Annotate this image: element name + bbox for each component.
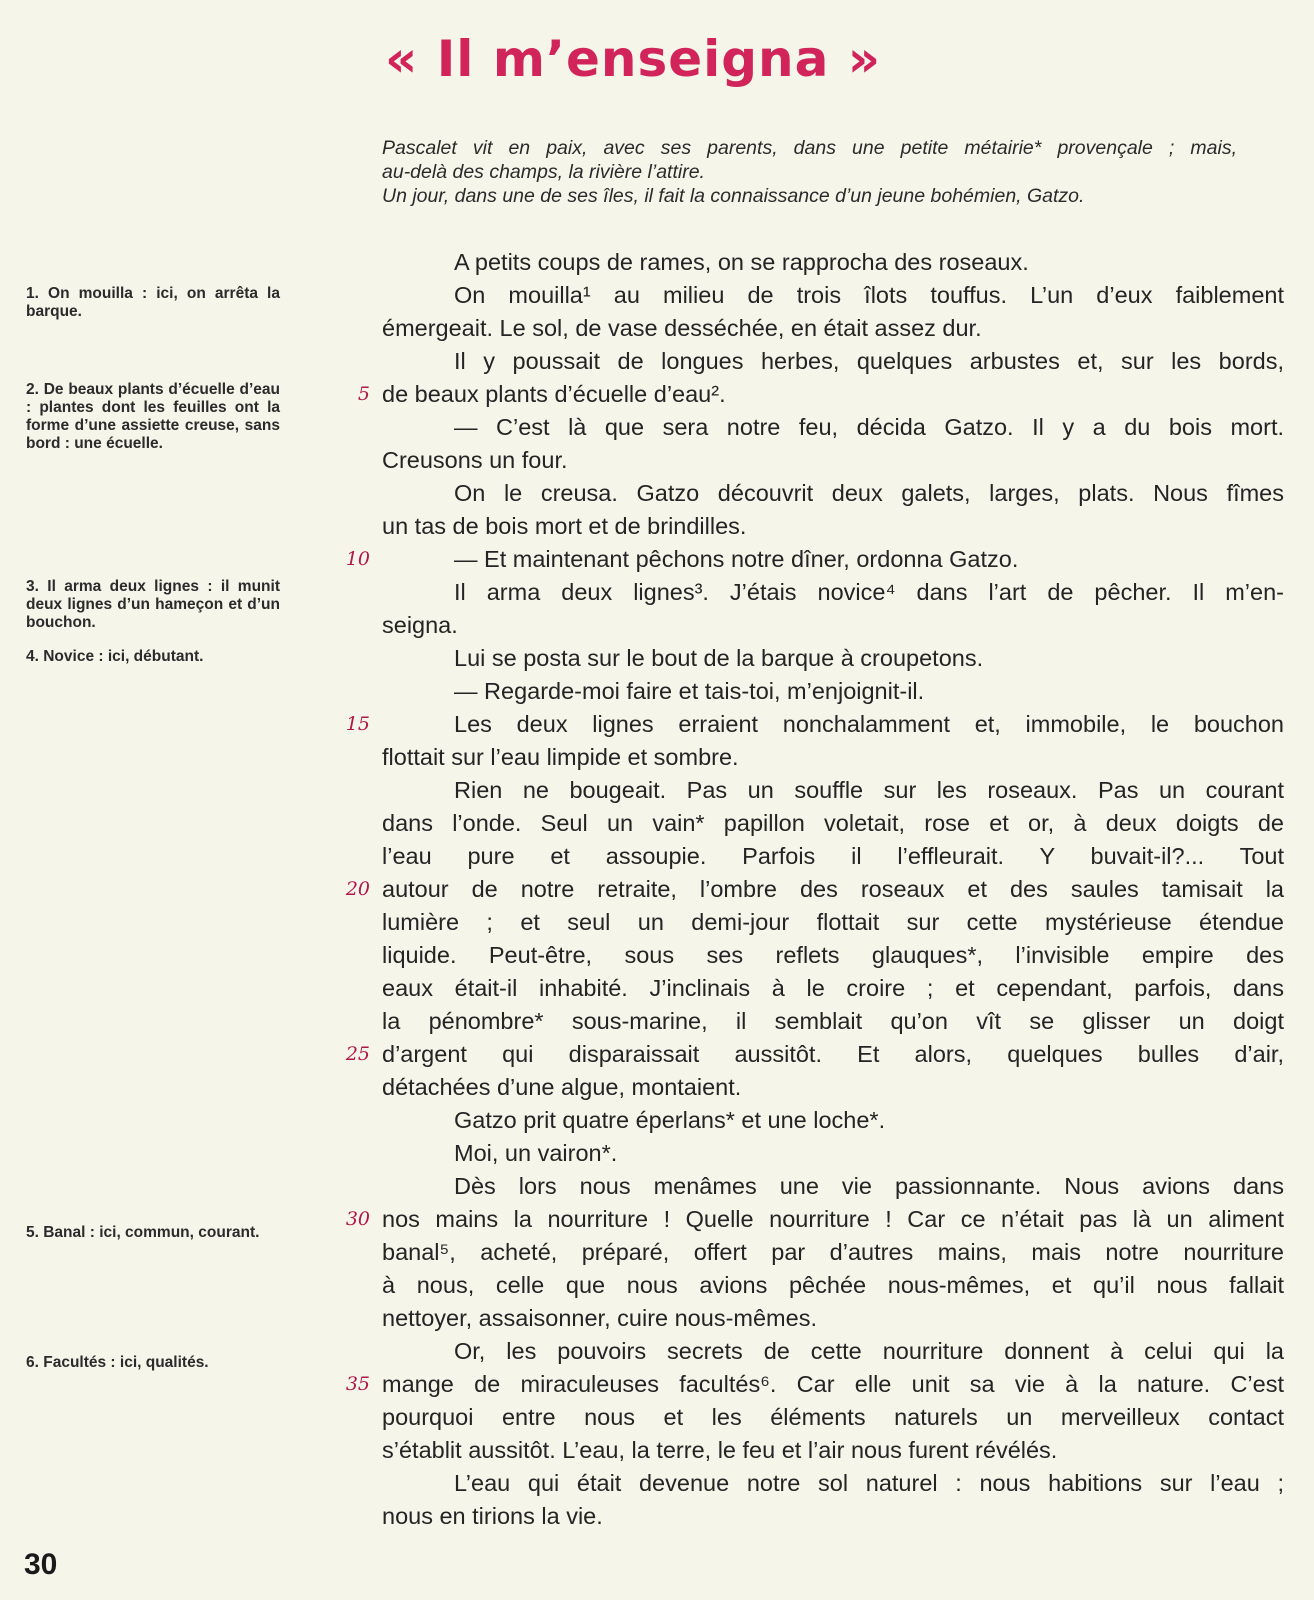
- line-number: 20: [345, 878, 370, 900]
- text-line: 25 d’argent qui disparaissait aussitôt. Et alors, quelques bulles d’air,: [382, 1038, 1284, 1071]
- text-line: Rien ne bougeait. Pas un souffle sur les roseaux. Pas un courant: [454, 777, 1284, 803]
- text-line: Il arma deux lignes³. J’étais novice⁴ dans l’art de pêcher. Il m’en-: [454, 579, 1284, 605]
- text-line: émergeait. Le sol, de vase desséchée, en était assez dur.: [382, 315, 982, 341]
- footnote-6: 6. Facultés : ici, qualités.: [26, 1354, 209, 1371]
- line-number: 5: [357, 383, 370, 405]
- text-line: — C’est là que sera notre feu, décida Gatzo. Il y a du bois mort.: [454, 414, 1284, 440]
- text-line: banal⁵, acheté, préparé, offert par d’autres mains, mais notre nourriture: [382, 1239, 1284, 1265]
- line-number: 35: [345, 1373, 370, 1395]
- text-line: 10 — Et maintenant pêchons notre dîner, ordonna Gatzo.: [382, 543, 1284, 576]
- chapter-title: « Il m’enseigna »: [385, 30, 882, 88]
- text-line: 35 mange de miraculeuses facultés⁶. Car elle unit sa vie à la nature. C’est: [382, 1368, 1284, 1401]
- footnote-4: 4. Novice : ici, débutant.: [26, 648, 204, 665]
- text-line: — Regarde-moi faire et tais-toi, m’enjoignit-il.: [454, 678, 925, 704]
- intro-line: Pascalet vit en paix, avec ses parents, dans une petite métairie* provençale ; mais,: [382, 137, 1237, 159]
- text-line: 30 nos mains la nourriture ! Quelle nourriture ! Car ce n’était pas là un aliment: [382, 1203, 1284, 1236]
- text-line: On le creusa. Gatzo découvrit deux galets, larges, plats. Nous fîmes: [454, 480, 1284, 506]
- text-line: nous en tirions la vie.: [382, 1503, 603, 1529]
- line-number: 30: [345, 1208, 370, 1230]
- line-number: 10: [345, 548, 370, 570]
- line-number: 25: [345, 1043, 370, 1065]
- text-line: 15 Les deux lignes erraient nonchalamment et, immobile, le bouchon: [382, 708, 1284, 741]
- text-line: Moi, un vairon*.: [454, 1140, 618, 1166]
- text-line: eaux était-il inhabité. J’inclinais à le croire ; et cependant, parfois, dans: [382, 975, 1284, 1001]
- text-line: s’établit aussitôt. L’eau, la terre, le feu et l’air nous furent révélés.: [382, 1437, 1058, 1463]
- text-line: 20 autour de notre retraite, l’ombre des roseaux et des saules tamisait la: [382, 873, 1284, 906]
- text-line: lumière ; et seul un demi-jour flottait sur cette mystérieuse étendue: [382, 909, 1284, 935]
- text-line: Dès lors nous menâmes une vie passionnante. Nous avions dans: [454, 1173, 1284, 1199]
- line-number: 15: [345, 713, 370, 735]
- text-line: Lui se posta sur le bout de la barque à croupetons.: [454, 645, 984, 671]
- main-text: [345, 246, 1284, 1533]
- text-line: l’eau pure et assoupie. Parfois il l’effleurait. Y buvait-il?... Tout: [382, 843, 1284, 869]
- text-line: dans l’onde. Seul un vain* papillon voletait, rose et or, à deux doigts de: [382, 810, 1284, 836]
- text-line: Or, les pouvoirs secrets de cette nourriture donnent à celui qui la: [454, 1338, 1284, 1364]
- text-line: un tas de bois mort et de brindilles.: [382, 513, 747, 539]
- text-line: détachées d’une algue, montaient.: [382, 1074, 742, 1100]
- intro-line: Un jour, dans une de ses îles, il fait la connaissance d’un jeune bohémien, Gatzo.: [382, 185, 1085, 207]
- text-line: à nous, celle que nous avions pêchée nous-mêmes, et qu’il nous fallait: [382, 1272, 1284, 1298]
- footnote-3: 3. Il arma deux lignes : il munit deux lignes d’un hameçon et d’un bouchon.: [26, 578, 280, 631]
- page-number: 30: [24, 1548, 58, 1581]
- text-line: 5 de beaux plants d’écuelle d’eau².: [382, 378, 1284, 411]
- text-line: Creusons un four.: [382, 447, 568, 473]
- intro-summary: [382, 136, 1237, 208]
- text-line: A petits coups de rames, on se rapprocha des roseaux.: [454, 249, 1029, 275]
- text-line: nettoyer, assaisonner, cuire nous-mêmes.: [382, 1305, 817, 1331]
- text-line: Gatzo prit quatre éperlans* et une loche*.: [454, 1107, 886, 1133]
- text-line: flottait sur l’eau limpide et sombre.: [382, 744, 739, 770]
- text-line: On mouilla¹ au milieu de trois îlots touffus. L’un d’eux faiblement: [454, 282, 1284, 308]
- text-line: seigna.: [382, 612, 458, 638]
- footnote-1: 1. On mouilla : ici, on arrêta la barque.: [26, 285, 280, 320]
- text-line: liquide. Peut-être, sous ses reflets glauques*, l’invisible empire des: [382, 942, 1284, 968]
- footnote-2: 2. De beaux plants d’écuelle d’eau : plantes dont les feuilles ont la forme d’une assiette creuse, sans bord : une écuelle.: [26, 381, 280, 452]
- intro-line: au-delà des champs, la rivière l’attire.: [382, 161, 705, 183]
- footnote-5: 5. Banal : ici, commun, courant.: [26, 1224, 260, 1241]
- text-line: la pénombre* sous-marine, il semblait qu’on vît se glisser un doigt: [382, 1008, 1284, 1034]
- text-line: L’eau qui était devenue notre sol naturel : nous habitions sur l’eau ;: [454, 1470, 1284, 1496]
- text-line: pourquoi entre nous et les éléments naturels un merveilleux contact: [382, 1404, 1284, 1430]
- text-line: Il y poussait de longues herbes, quelques arbustes et, sur les bords,: [454, 348, 1284, 374]
